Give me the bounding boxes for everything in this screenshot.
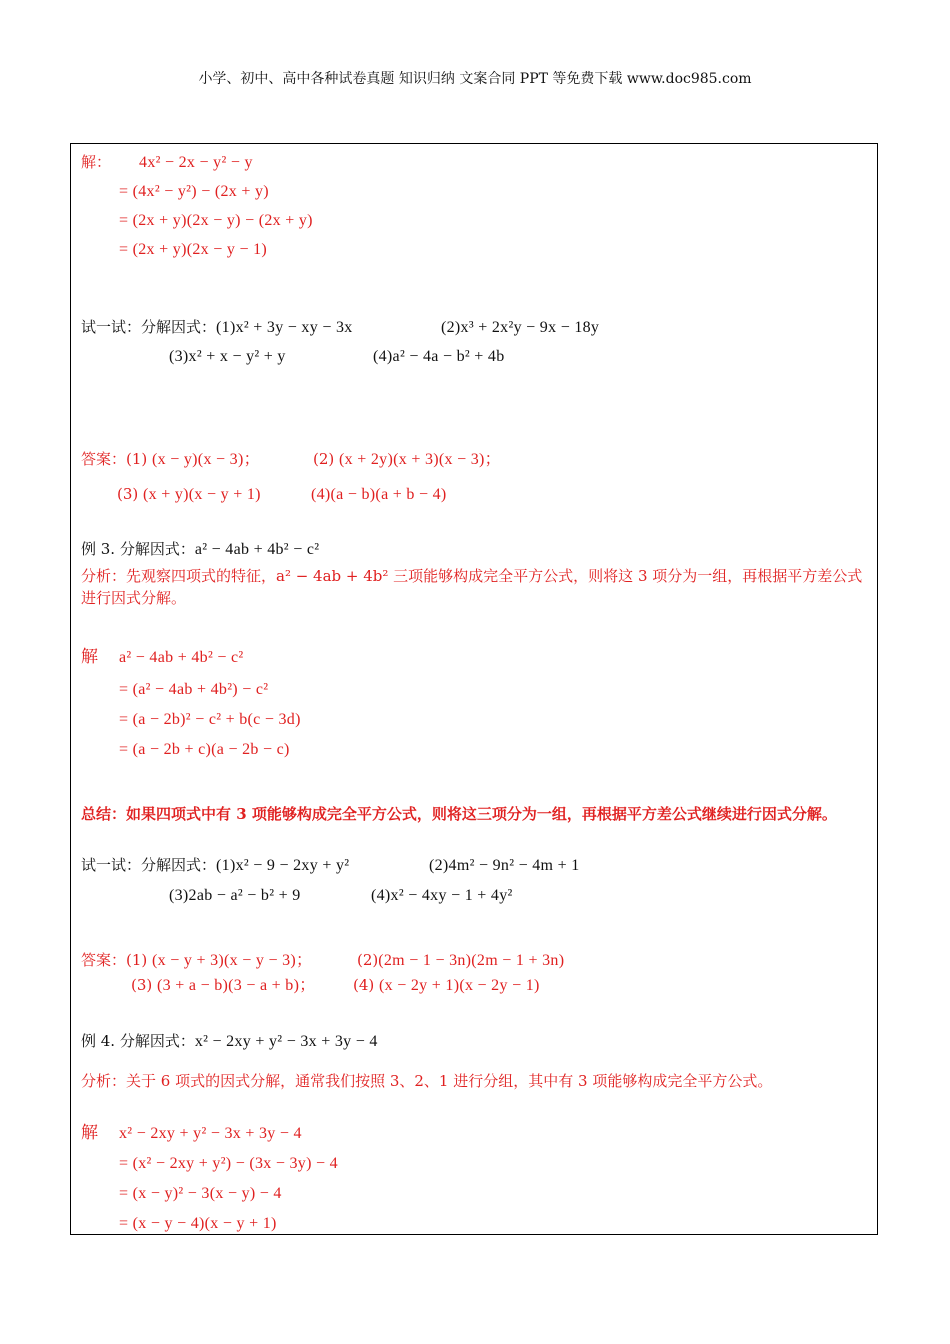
- line-label: (3): [117, 485, 144, 503]
- math-expression: (4)a² − 4a − b² + 4b: [373, 348, 505, 365]
- math-expression: (2)4m² − 9n² − 4m + 1: [429, 857, 580, 874]
- math-expression: (x − y + 3)(x − y − 3)；: [152, 952, 313, 969]
- math-expression: (x − 2y + 1)(x − 2y − 1): [379, 977, 540, 994]
- math-expression: a² − 4ab + 4b² − c²: [194, 541, 320, 558]
- line-label: 解：: [81, 153, 112, 171]
- line-label: (3): [131, 976, 158, 994]
- math-line: [119, 647, 243, 668]
- math-expression: = (4x² − y²) − (2x + y): [119, 183, 269, 200]
- math-line: [81, 950, 312, 971]
- math-expression: (3)x² + x − y² + y: [169, 348, 286, 365]
- math-expression: = (a² − 4ab + 4b²) − c²: [119, 681, 269, 698]
- math-expression: (2m − 1 − 3n)(2m − 1 + 3n): [378, 952, 565, 969]
- math-line: [81, 855, 349, 876]
- math-line: [117, 484, 261, 505]
- math-line: [81, 539, 319, 560]
- math-line: [119, 1153, 338, 1174]
- paragraph: 分析：先观察四项式的特征，a² − 4ab + 4b² 三项能够构成完全平方公式，则将这 3 项分为一组，再根据平方差公式进行因式分解。: [81, 567, 863, 607]
- line-label: (2): [357, 951, 379, 969]
- math-expression: (4)x² − 4xy − 1 + 4y²: [371, 887, 513, 904]
- math-expression: (2)x³ + 2x²y − 9x − 18y: [441, 319, 600, 336]
- math-expression: (x + 2y)(x + 3)(x − 3)；: [339, 451, 501, 468]
- math-expression: = (2x + y)(2x − y) − (2x + y): [119, 212, 313, 229]
- line-label: 试一试：分解因式：: [81, 856, 217, 874]
- math-line: [119, 239, 267, 260]
- math-expression: = (x − y)² − 3(x − y) − 4: [119, 1185, 282, 1202]
- math-expression: = (2x + y)(2x − y − 1): [119, 241, 268, 258]
- line-label: (4): [353, 976, 380, 994]
- math-expression: = (x² − 2xy + y²) − (3x − 3y) − 4: [119, 1155, 338, 1172]
- line-label: 答案：(1): [81, 450, 153, 468]
- math-expression: (1)x² + 3y − xy − 3x: [216, 319, 353, 336]
- math-expression: x² − 2xy + y² − 3x + 3y − 4: [119, 1125, 302, 1142]
- math-line: [169, 346, 286, 367]
- line-label: 试一试：分解因式：: [81, 318, 217, 336]
- math-line: [81, 317, 353, 338]
- math-line: [119, 709, 301, 730]
- math-line: [81, 449, 260, 470]
- math-line: [131, 975, 316, 996]
- math-line: [119, 1213, 277, 1234]
- math-expression: x² − 2xy + y² − 3x + 3y − 4: [194, 1033, 378, 1050]
- math-line: [313, 449, 501, 470]
- solution-label: 解: [81, 1123, 98, 1143]
- line-label: 例 3. 分解因式：: [81, 540, 195, 558]
- math-line: [119, 1183, 282, 1204]
- math-expression: (3 + a − b)(3 − a + b)；: [157, 977, 316, 994]
- math-line: [441, 317, 599, 338]
- math-line: [371, 885, 513, 906]
- math-line: [81, 152, 253, 173]
- math-line: [119, 210, 313, 231]
- math-line: [119, 739, 290, 760]
- math-line: [169, 885, 301, 906]
- page-header: 小学、初中、高中各种试卷真题 知识归纳 文案合同 PPT 等免费下载 www.doc985.com: [198, 71, 752, 87]
- math-line: [373, 346, 505, 367]
- math-line: [429, 855, 580, 876]
- math-expression: a² − 4ab + 4b² − c²: [119, 649, 244, 666]
- math-expression: 4x² − 2x − y² − y: [139, 154, 253, 171]
- math-expression: = (a − 2b + c)(a − 2b − c): [119, 741, 290, 758]
- line-label: (2): [313, 450, 340, 468]
- math-expression: (x − y)(x − 3)；: [152, 451, 260, 468]
- math-expression: (4)(a − b)(a + b − 4): [311, 486, 447, 503]
- math-expression: = (x − y − 4)(x − y + 1): [119, 1215, 277, 1232]
- math-expression: (3)2ab − a² − b² + 9: [169, 887, 301, 904]
- math-line: [311, 484, 447, 505]
- math-expression: = (a − 2b)² − c² + b(c − 3d): [119, 711, 301, 728]
- math-line: [81, 1031, 378, 1052]
- solution-label: 解: [81, 647, 98, 667]
- paragraph: 分析：关于 6 项式的因式分解，通常我们按照 3、2、1 进行分组，其中有 3 项能够构成完全平方公式。: [81, 1072, 773, 1090]
- content-box: [70, 143, 878, 1235]
- math-line: [119, 1123, 302, 1144]
- math-line: [357, 950, 564, 971]
- math-expression: (1)x² − 9 − 2xy + y²: [216, 857, 350, 874]
- line-label: 例 4. 分解因式：: [81, 1032, 195, 1050]
- math-line: [119, 679, 268, 700]
- line-label: 答案：(1): [81, 951, 153, 969]
- math-line: [119, 181, 269, 202]
- math-line: [353, 975, 540, 996]
- math-expression: (x + y)(x − y + 1): [143, 486, 261, 503]
- paragraph: 总结：如果四项式中有 3 项能够构成完全平方公式，则将这三项分为一组，再根据平方差公式继续进行因式分解。: [81, 805, 837, 823]
